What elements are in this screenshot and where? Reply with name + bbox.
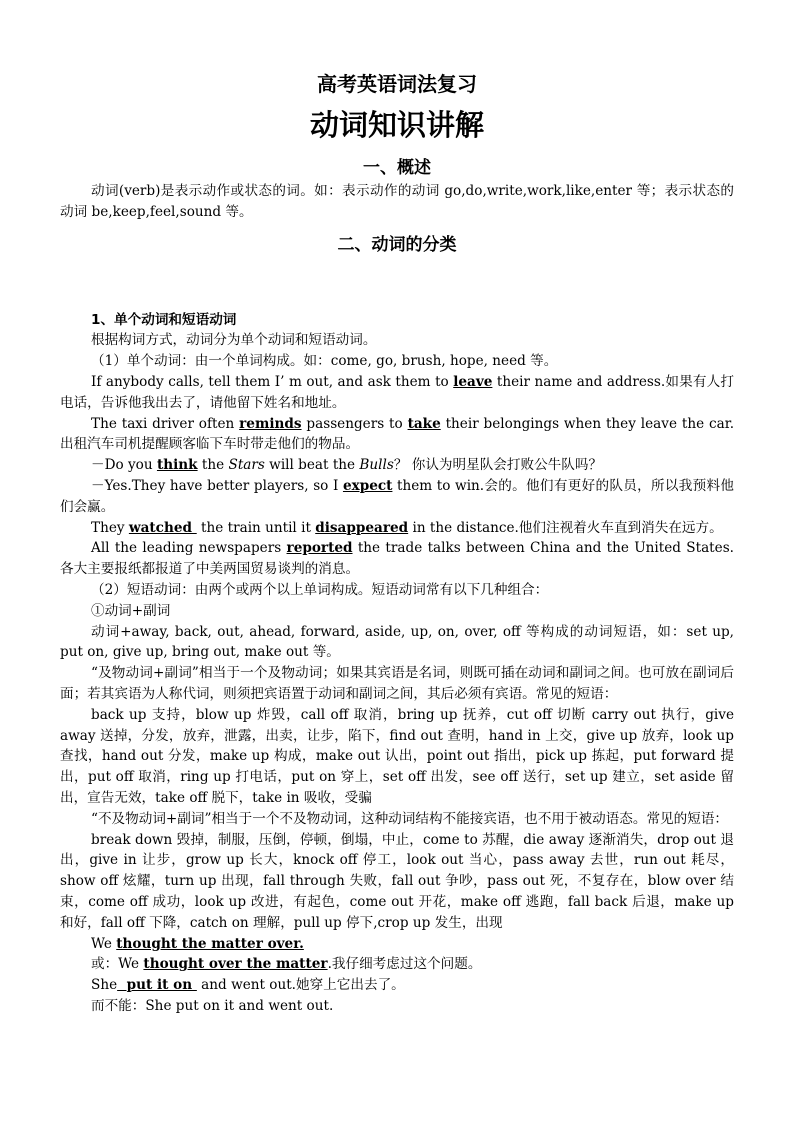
phrasal-verb-paragraph: （2）短语动词：由两个或两个以上单词构成。短语动词常有以下几种组合： — [91, 581, 549, 598]
keyword: leave — [453, 373, 493, 390]
example-sentence: 而不能：She put on it and went out. — [91, 997, 334, 1014]
overview-paragraph: 动词(verb)是表示动作或状态的词。如：表示动作的动词 go,do,write,work,like,enter 等；表示状态的动词 be,keep,feel,sound 等。 — [60, 183, 734, 220]
intransitive-phrase-list: break down 毁掉，制服，压倒，停顿，倒塌，中止，come to 苏醒，die away 逐渐消失，drop out 退出，give in 让步，grow up 长大，knock off 停工，look out 当心，pass away 去世，run out 耗尽，show off 炫耀，turn up 出现，fall through 失败，fall out 争吵，pass out 死，不复存在，blow over 结束，come off 成功，look up 改进，有起色，come out 开花，make off 逃跑，fall back 后退，make up 和好，fall off 下降，catch on 理解，pull up 停下,crop up 发生，出现 — [60, 831, 734, 931]
example-text: If anybody calls, tell them I’ m out, and ask them to — [91, 373, 454, 390]
keyword: watched — [128, 519, 197, 536]
keyword: thought over the matter — [143, 956, 328, 973]
example-text: All the leading newspapers — [91, 540, 287, 557]
document-title: 动词知识讲解 — [309, 108, 484, 142]
keyword: think — [156, 457, 198, 474]
example-text: their belongings when they leave the car.出租汽车司机提醒顾客临下车时带走他们的物品。 — [60, 415, 735, 453]
example-sentence — [60, 975, 734, 996]
keyword: take — [407, 415, 441, 432]
example-text: the trade talks between China and the United States.各大主要报纸都报道了中美两国贸易谈判的消息。 — [60, 540, 734, 578]
example-text: 或：We — [91, 956, 144, 973]
example-sentence — [60, 954, 734, 975]
example-text: the train until it — [196, 519, 316, 536]
italic-team-name: Stars — [228, 457, 265, 474]
document-subtitle: 高考英语词法复习 — [317, 72, 477, 96]
example-sentence — [60, 934, 734, 955]
example-text: －Yes.They have better players, so I — [91, 477, 343, 494]
italic-team-name: Bulls — [359, 457, 394, 474]
verb-adverb-paragraph: 动词+away, back, out, ahead, forward, aside, up, on, over, off 等构成的动词短语，如：set up, put on, give up, bring out, make out 等。 — [60, 623, 734, 661]
single-verb-paragraph: （1）单个动词：由一个单词构成。如：come, go, brush, hope, need 等。 — [91, 353, 558, 370]
example-sentence — [60, 414, 734, 456]
section1-heading: 一、概述 — [363, 158, 431, 178]
example-text: in the distance.他们注视着火车直到消失在远方。 — [408, 519, 723, 536]
example-text: the — [197, 457, 229, 474]
keyword: expect — [342, 477, 393, 494]
example-sentence — [60, 455, 734, 476]
keyword: reported — [286, 540, 353, 557]
example-sentence — [60, 476, 734, 518]
example-text: －Do you — [91, 457, 157, 474]
document-body — [60, 181, 734, 1017]
example-text: She — [91, 977, 118, 994]
verb-adverb-heading: ①动词+副词 — [91, 602, 171, 619]
example-text: We — [91, 935, 117, 952]
subsection-heading: 1、单个动词和短语动词 — [91, 311, 237, 328]
example-sentence — [60, 518, 734, 539]
keyword: disappeared — [315, 519, 409, 536]
intro-paragraph: 根据构词方式，动词分为单个动词和短语动词。 — [91, 332, 377, 349]
example-text: The taxi driver often — [91, 415, 240, 432]
keyword: reminds — [239, 415, 302, 432]
example-text: will beat the — [264, 457, 360, 474]
transitive-paragraph: “及物动词+副词”相当于一个及物动词；如果其宾语是名词，则既可插在动词和副词之间。也可放在副词后面；若其宾语为人称代词，则须把宾语置于动词和副词之间，其后必须有宾语。常见的短语： — [60, 665, 734, 702]
example-text: They — [91, 519, 129, 536]
transitive-phrase-list: back up 支持，blow up 炸毁，call off 取消，bring up 抚养，cut off 切断 carry out 执行，give away 送掉，分发，放弃，泄露，出卖，让步，陷下，find out 查明，hand in 上交，give up 放弃，look up 查找，hand out 分发，make up 构成，make out 认出，point out 指出，pick up 拣起，put forward 提出，put off 取消，ring up 打电话，put on 穿上，set off 出发，see off 送行，set up 建立，set aside 留出，宣告无效，take off 脱下，take in 吸收，受骗 — [60, 706, 734, 806]
intransitive-paragraph: “不及物动词+副词”相当于一个不及物动词，这种动词结构不能接宾语，也不用于被动语态。常见的短语： — [91, 810, 729, 827]
keyword: thought the matter over. — [116, 935, 304, 952]
example-text: ？ 你认为明星队会打败公牛队吗？ — [393, 457, 603, 474]
example-text: them to win.会的。他们有更好的队员，所以我预料他们会赢。 — [60, 477, 735, 515]
section2-heading: 二、动词的分类 — [337, 235, 457, 255]
example-text: and went out.她穿上它出去了。 — [196, 977, 405, 994]
example-text: .我仔细考虑过这个问题。 — [327, 956, 482, 973]
example-text: their name and address.如果有人打电话，告诉他我出去了，请他留下姓名和地址。 — [60, 373, 735, 411]
keyword: put it on — [117, 977, 197, 994]
example-text: passengers to — [301, 415, 408, 432]
example-sentence — [60, 538, 734, 580]
example-sentence — [60, 372, 734, 414]
